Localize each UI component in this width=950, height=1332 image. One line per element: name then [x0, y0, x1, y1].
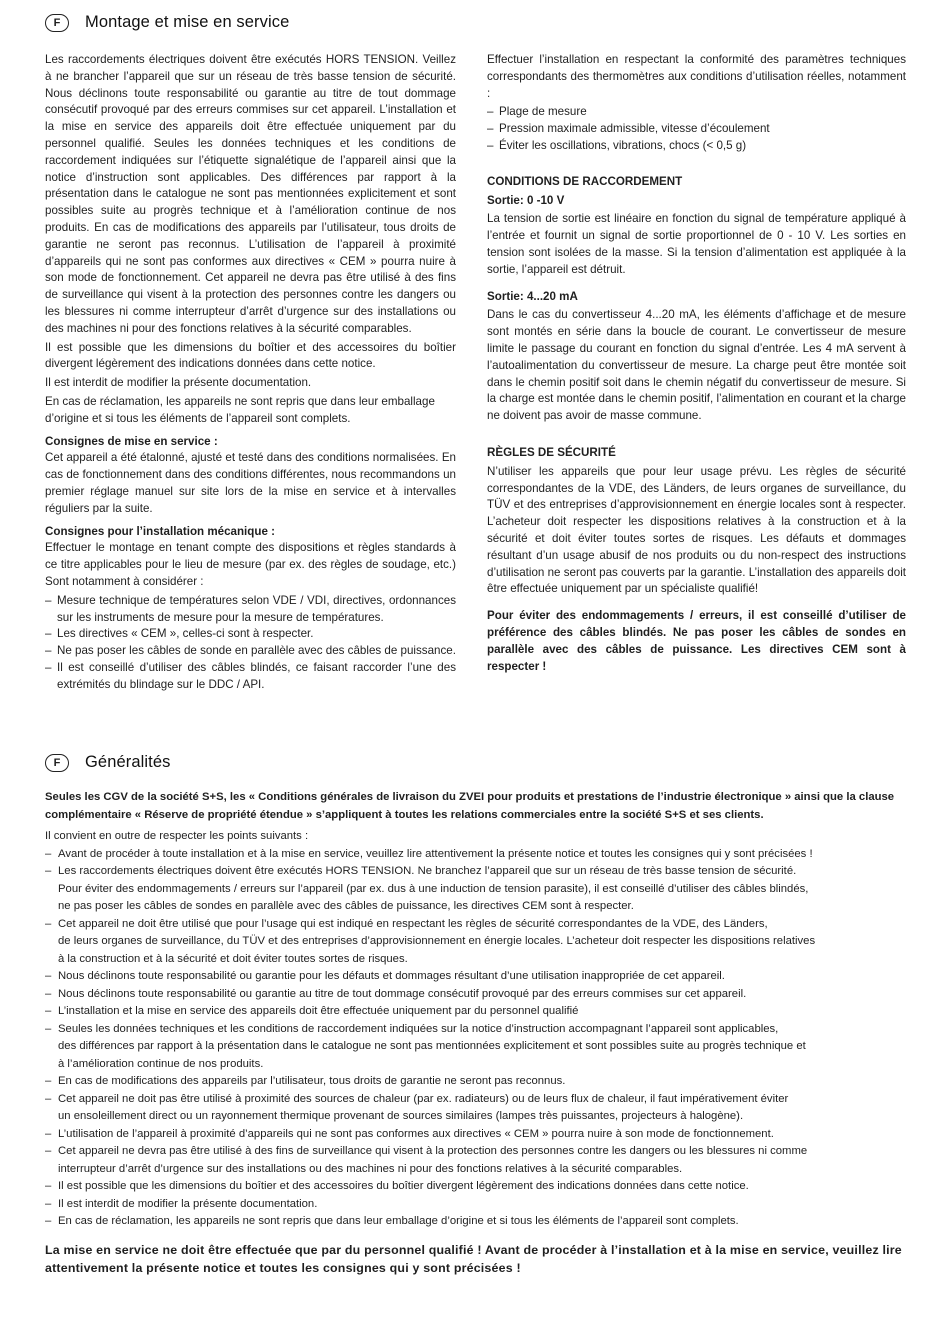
list-item: – Il est interdit de modifier la présente documentation.: [45, 1196, 907, 1214]
language-badge: F: [45, 754, 69, 772]
list-item: – Plage de mesure: [487, 104, 906, 121]
generalites-list: [45, 846, 907, 1231]
list-item: – Cet appareil ne doit être utilisé que pour l’usage qui est indiqué en respectant les règles de sécurité correspondantes de la VDE, des Länders, de leurs organes de surveillance, du TÜV et des entreprises d’approvisionnement en énergie locales. L’acheteur doit respecter les dispositions relatives à la construction et à la sécurité et doit éviter toutes sortes de risques.: [45, 916, 907, 969]
list-item: – Il est conseillé d’utiliser des câbles blindés, ce faisant raccorder l’une des extrémités du blindage sur le DDC / API.: [45, 660, 456, 694]
list-item: – Cet appareil ne devra pas être utilisé à des fins de surveillance qui visent à la protection des personnes contre les dangers ou les blessures ni comme interrupteur d’arrêt d’urgence sur des installations ou des machines ni pour des fonctions relatives à la sécurité comparables.: [45, 1143, 907, 1178]
language-badge: F: [45, 14, 69, 32]
heading-conditions-raccordement: CONDITIONS DE RACCORDEMENT: [487, 174, 683, 188]
consignes-list: [45, 593, 456, 694]
lead-paragraph: Il convient en outre de respecter les points suivants :: [45, 830, 309, 842]
paragraph: La tension de sortie est linéaire en fonction du signal de température appliqué à l’entrée et fournit un signal de sortie proportionnel de 0 - 10 V. Les sorties en tension sont isolées de la masse. Si la tension d’alimentation est appliquée à la sortie, l’appareil est détruit.: [487, 212, 906, 276]
list-item: – Cet appareil ne doit pas être utilisé à proximité des sources de chaleur (par ex. radiateurs) ou de leurs flux de chaleur, il faut impérativement éviter un ensoleillement direct ou un rayonnement thermique provenant de sources similaires (lampes très puissantes, projecteurs à halogène).: [45, 1091, 907, 1126]
list-item: – Mesure technique de températures selon VDE / VDI, directives, ordonnances sur les instruments de mesure pour la mesure de températures.: [45, 593, 456, 627]
list-item: – Nous déclinons toute responsabilité ou garantie au titre de tout dommage consécutif provoqué par des erreurs commises sur cet appareil.: [45, 986, 907, 1004]
list-item: – Il est possible que les dimensions du boîtier et des accessoires du boîtier divergent légèrement des indications données dans cette notice.: [45, 1178, 907, 1196]
section-header-generalites: [45, 753, 170, 772]
parameters-list: [487, 104, 906, 154]
intro-paragraph: Seules les CGV de la société S+S, les « Conditions générales de livraison du ZVEI pour produits et prestations de l’industrie électronique » ainsi que la clause complémentaire « Réserve de propriété étendue » s’appliquent à toutes les relations commerciales entre la société S+S et ses clients.: [45, 791, 895, 821]
list-item: – Avant de procéder à toute installation et à la mise en service, veuillez lire attentivement la présente notice et toutes les consignes qui y sont précisées !: [45, 846, 907, 864]
list-item: – Les raccordements électriques doivent être exécutés HORS TENSION. Ne branchez l’appareil que sur un réseau de très basse tension de sécurité. Pour éviter des endommagements / erreurs sur l’appareil (par ex. dus à une induction de tension parasite), il est conseillé d’utiliser des câbles blindés, ne pas poser les câbles de sondes en parallèle avec des câbles de puissance, les directives CEM sont à respecter.: [45, 863, 907, 916]
paragraph: Il est possible que les dimensions du boîtier et des accessoires du boîtier divergent légèrement des indications données dans cette notice.: [45, 340, 456, 371]
list-item: – Seules les données techniques et les conditions de raccordement indiquées sur la notice d’instruction accompagnant l’appareil sont applicables, des différences par rapport à la présentation dans le catalogue ne sont pas mentionnées explicitement et sont possibles suite au progrès technique et à l’amélioration continue de nos produits.: [45, 1021, 907, 1074]
generalites-body: [45, 789, 907, 1278]
paragraph: Dans le cas du convertisseur 4...20 mA, les éléments d’affichage et de mesure sont montés en série dans la boucle de courant. Le convertisseur de mesure limite le passage du courant en fonction du signal d’entrée. Les 4 mA servent à l’autoalimentation du convertisseur de mesure. La charge peut être montée soit dans le chemin positif soit dans le chemin négatif du convertisseur de mesure. Si la charge est montée dans le chemin positif, l’alimentation en courant et la charge ne doivent pas avoir de masse commune.: [487, 308, 906, 423]
warning-text: Pour éviter des endommagements / erreurs, il est conseillé d’utiliser de préférence des câbles blindés. Ne pas poser les câbles de sondes en parallèle avec des câbles de puissance. Les directives CEM sont à respecter !: [487, 609, 906, 673]
right-column: [487, 52, 906, 677]
list-item: – En cas de réclamation, les appareils ne sont repris que dans leur emballage d’origine et si tous les éléments de l’appareil sont complets.: [45, 1213, 907, 1231]
subheading-sortie-courant: Sortie: 4...20 mA: [487, 289, 578, 303]
paragraph: Les raccordements électriques doivent être exécutés HORS TENSION. Veillez à ne brancher l’appareil que sur un réseau de très basse tension de sécurité. Nous déclinons toute responsabilité ou garantie au titre de tout dommage consécutif provoqué par des erreurs commises sur cet appareil. L’installation et la mise en service des appareils doit être effectuée uniquement par du personnel qualifié. Seules les données techniques et les conditions de raccordement indiquées sur l’étiquette signalétique de l’appareil ainsi que la notice d’instruction sont applicables. Des différences par rapport à la présentation dans le catalogue ne sont pas mentionnées explicitement et sont possibles suite au progrès technique et à l’amélioration continue de nos produits. En cas de modifications des appareils par l’utilisateur, tous droits de garantie ne seront pas reconnus. L’utilisation de l’appareil à proximité d’appareils qui ne sont pas conformes aux directives « CEM » pourra nuire à son mode de fonctionnement. Cet appareil ne devra pas être utilisé à des fins de surveillance qui visent à la protection des personnes contre les dangers ou les blessures ni comme interrupteur d’arrêt d’urgence sur des installations ou des machines ni pour des fonctions relatives à la sécurité comparables.: [45, 53, 456, 335]
list-item: – Pression maximale admissible, vitesse d’écoulement: [487, 121, 906, 138]
subheading-sortie-tension: Sortie: 0 -10 V: [487, 193, 565, 207]
list-item: – L’installation et la mise en service des appareils doit être effectuée uniquement par du personnel qualifié: [45, 1003, 907, 1021]
section-title: Montage et mise en service: [85, 13, 290, 31]
paragraph: Il est interdit de modifier la présente documentation.: [45, 376, 312, 390]
list-item: – Ne pas poser les câbles de sonde en parallèle avec des câbles de puissance.: [45, 643, 456, 660]
heading-regles-securite: RÈGLES DE SÉCURITÉ: [487, 445, 616, 459]
section-title: Généralités: [85, 753, 171, 771]
left-column: [45, 52, 456, 693]
paragraph: Effectuer le montage en tenant compte des dispositions et règles standards à ce titre applicables pour le lieu de mesure (par ex. des règles de soudage, etc.) Sont notamment à considérer :: [45, 541, 456, 588]
subheading-installation-mecanique: Consignes pour l’installation mécanique :: [45, 524, 275, 538]
list-item: – Éviter les oscillations, vibrations, chocs (< 0,5 g): [487, 138, 906, 155]
subheading-consignes-service: Consignes de mise en service :: [45, 434, 218, 448]
list-item: – L’utilisation de l’appareil à proximité d’appareils qui ne sont pas conformes aux directives « CEM » pourra nuire à son mode de fonctionnement.: [45, 1126, 907, 1144]
list-item: – En cas de modifications des appareils par l’utilisateur, tous droits de garantie ne seront pas reconnus.: [45, 1073, 907, 1091]
list-item: – Les directives « CEM », celles-ci sont à respecter.: [45, 626, 456, 643]
paragraph: En cas de réclamation, les appareils ne sont repris que dans leur emballage d’origine et si tous les éléments de l’appareil sont complets.: [45, 394, 435, 425]
paragraph: Effectuer l’installation en respectant la conformité des paramètres techniques correspondants des thermomètres aux conditions d’utilisation réelles, notamment :: [487, 53, 906, 100]
section-header-montage: [45, 13, 289, 32]
final-warning: La mise en service ne doit être effectuée que par du personnel qualifié ! Avant de procéder à l’installation et à la mise en service, veuillez lire attentivement la présente notice et toutes les consignes qui y sont précisées !: [45, 1242, 902, 1275]
paragraph: Cet appareil a été étalonné, ajusté et testé dans des conditions normalisées. En cas de fonctionnement dans des conditions différentes, nous recommandons un premier réglage manuel sur site lors de la mise en service et à intervalles réguliers par la suite.: [45, 451, 456, 515]
list-item: – Nous déclinons toute responsabilité ou garantie pour les défauts et dommages résultant d’une utilisation inappropriée de cet appareil.: [45, 968, 907, 986]
paragraph: N’utiliser les appareils que pour leur usage prévu. Les règles de sécurité correspondantes de la VDE, des Länders, de leurs organes de surveillance, du TÜV et des entreprises d’approvisionnement en énergie locales sont à respecter. L’acheteur doit respecter les dispositions relatives à la construction et à la sécurité et doit éviter toutes sortes de risques. Les défauts et dommages résultant d’un usage abusif de nos produits ou du non-respect des instructions d’utilisation ne seront pas couverts par la garantie. L’installation des appareils doit être effectuée uniquement par un spécialiste qualifié!: [487, 464, 906, 596]
